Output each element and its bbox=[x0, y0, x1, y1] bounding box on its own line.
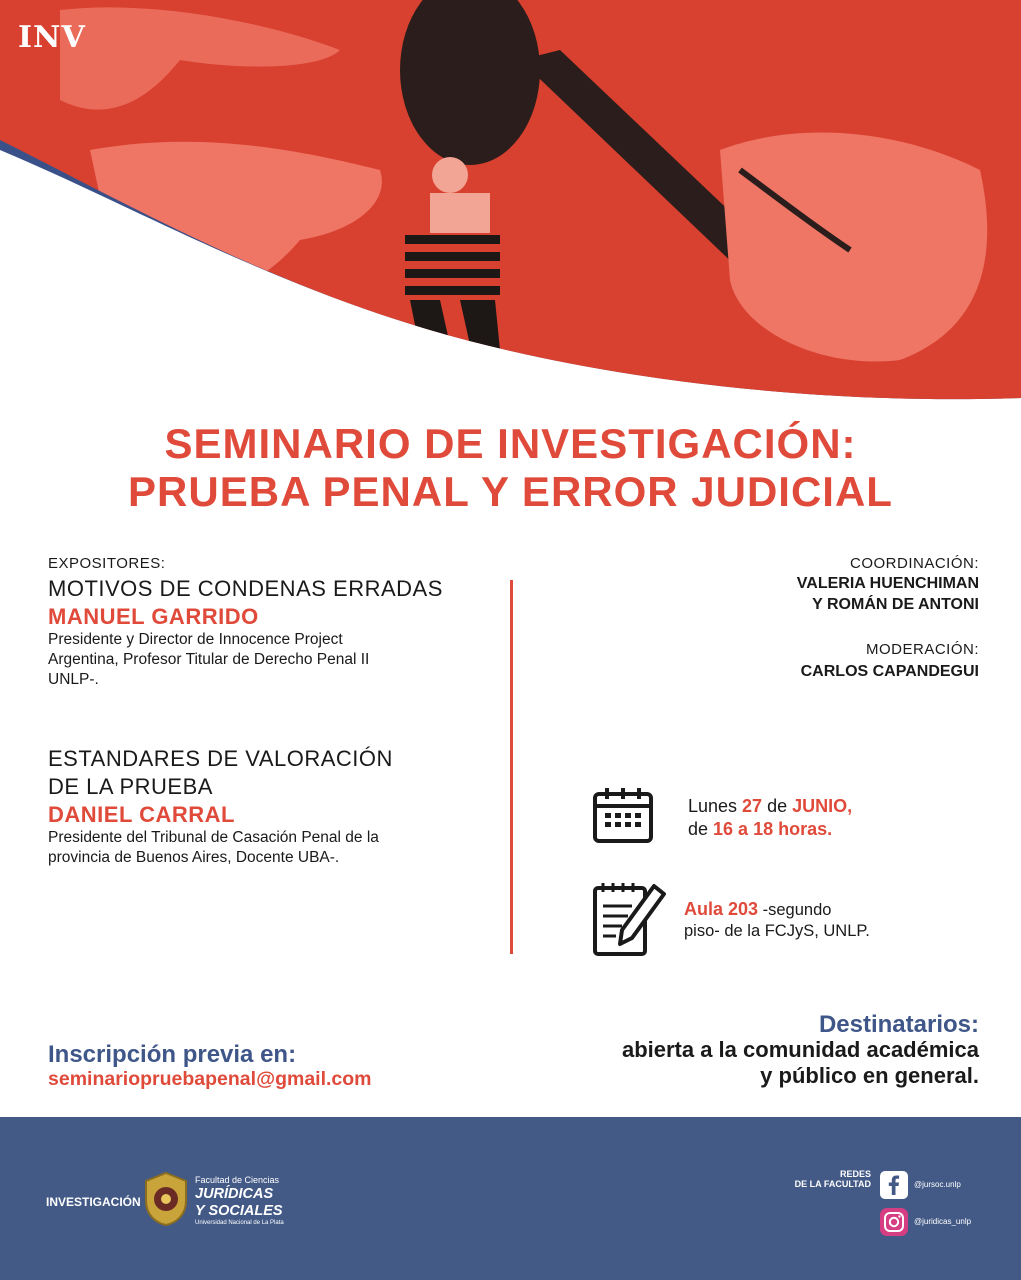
event-room: Aula 203 -segundo bbox=[684, 899, 832, 919]
title-line-2: PRUEBA PENAL Y ERROR JUDICIAL bbox=[128, 468, 893, 515]
moderation-name: CARLOS CAPANDEGUI bbox=[800, 663, 979, 680]
event-place: piso- de la FCJyS, UNLP. bbox=[684, 922, 870, 940]
event-date: Lunes 27 de JUNIO, bbox=[688, 796, 853, 816]
redes-label-1: REDES bbox=[839, 1169, 871, 1179]
notepad-pencil-icon bbox=[592, 880, 666, 958]
facebook-icon[interactable] bbox=[880, 1171, 908, 1199]
inscription-email[interactable]: seminariopruebapenal@gmail.com bbox=[48, 1068, 372, 1090]
talk-2-speaker: DANIEL CARRAL bbox=[48, 802, 235, 827]
hero-illustration bbox=[0, 0, 1021, 400]
coordination-name-2: Y ROMÁN DE ANTONI bbox=[812, 596, 979, 613]
audience-line-1: abierta a la comunidad académica bbox=[621, 1037, 979, 1062]
coordination-name-1: VALERIA HUENCHIMAN bbox=[796, 575, 979, 592]
faculty-big-2: Y SOCIALES bbox=[195, 1203, 283, 1219]
event-hours: de 16 a 18 horas. bbox=[688, 819, 833, 839]
talk-2-topic-1: ESTANDARES DE VALORACIÓN bbox=[48, 746, 393, 771]
audience-line-2: y público en general. bbox=[760, 1063, 979, 1088]
talk-2-desc-1: Presidente del Tribunal de Casación Penal de la bbox=[48, 829, 379, 846]
audience-label: Destinatarios: bbox=[818, 1011, 979, 1038]
moderation-label: MODERACIÓN: bbox=[865, 641, 979, 658]
faculty-seal bbox=[142, 1171, 190, 1227]
faculty-small: Facultad de Ciencias bbox=[195, 1175, 280, 1185]
instagram-handle[interactable]: @juridicas_unlp bbox=[914, 1217, 972, 1226]
calendar-icon bbox=[592, 786, 654, 844]
talk-1-topic: MOTIVOS DE CONDENAS ERRADAS bbox=[48, 576, 443, 601]
university-name: Universidad Nacional de La Plata bbox=[195, 1220, 284, 1226]
instagram-icon[interactable] bbox=[880, 1208, 908, 1236]
talk-2-desc-2: provincia de Buenos Aires, Docente UBA-. bbox=[48, 849, 340, 866]
talk-1-desc-1: Presidente y Director de Innocence Project bbox=[48, 631, 343, 648]
talk-2-topic-2: DE LA PRUEBA bbox=[48, 774, 213, 799]
talk-1-desc-2: Argentina, Profesor Titular de Derecho Penal II bbox=[48, 651, 370, 668]
facebook-handle[interactable]: @jursoc.unlp bbox=[914, 1180, 961, 1189]
expositores-label: EXPOSITORES: bbox=[48, 555, 166, 572]
faculty-big-1: JURÍDICAS bbox=[195, 1186, 274, 1202]
talk-1-desc-3: UNLP-. bbox=[48, 671, 99, 688]
inv-badge: INV bbox=[18, 20, 86, 55]
talk-1-speaker: MANUEL GARRIDO bbox=[48, 604, 259, 629]
redes-label-2: DE LA FACULTAD bbox=[794, 1179, 871, 1189]
column-divider bbox=[510, 580, 513, 954]
inscription-label: Inscripción previa en: bbox=[48, 1041, 297, 1068]
coordination-label: COORDINACIÓN: bbox=[849, 555, 979, 572]
footer bbox=[0, 1117, 1021, 1280]
footer-investigacion: INVESTIGACIÓN bbox=[46, 1195, 141, 1209]
title-line-1: SEMINARIO DE INVESTIGACIÓN: bbox=[164, 420, 857, 467]
